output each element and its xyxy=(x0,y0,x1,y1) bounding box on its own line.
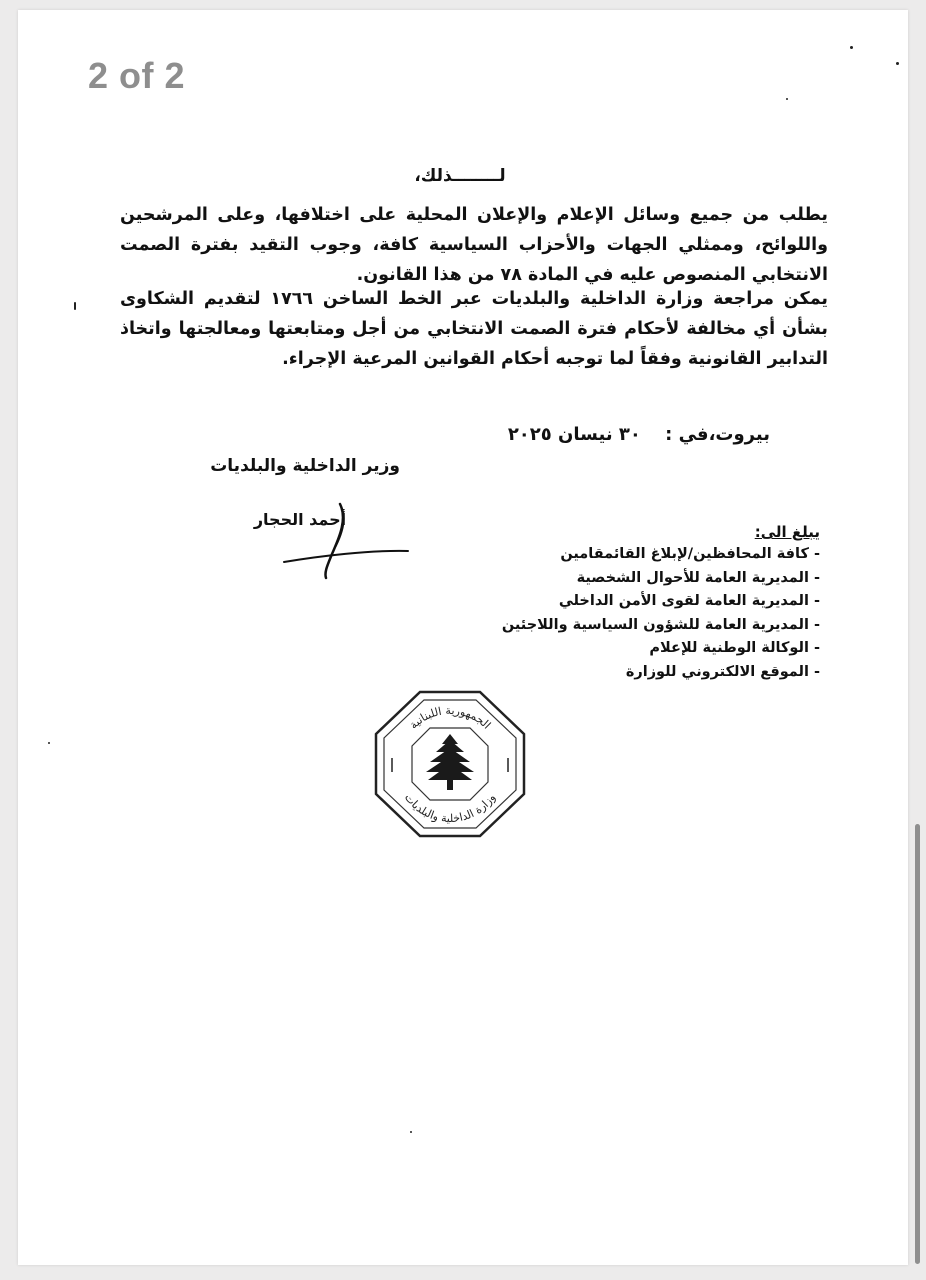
scan-speck xyxy=(786,98,788,100)
distribution-item: - كافة المحافظين/لإبلاغ القائمقامين xyxy=(560,546,820,562)
distribution-item: - الوكالة الوطنية للإعلام xyxy=(649,640,820,656)
place-and-date xyxy=(507,424,770,445)
signature-mark xyxy=(280,500,415,585)
distribution-item: - المديرية العامة للشؤون السياسية واللاجئين xyxy=(501,616,820,633)
ministry-seal xyxy=(372,688,528,840)
issue-date: ٣٠ نيسان ٢٠٢٥ xyxy=(507,424,641,445)
paragraph-hotline-notice: يمكن مراجعة وزارة الداخلية والبلديات عبر الخط الساخن ١٧٦٦ لتقديم الشكاوى بشأن أي مخالفة لأحكام فترة الصمت الانتخابي من أجل ومتابعتها ومعالجتها واتخاذ التدابير القانونية وفقاً لما توجبه أحكام القوانين المرعية الإجراء. xyxy=(120,289,828,369)
distribution-item: - المديرية العامة لقوى الأمن الداخلي xyxy=(558,593,820,609)
distribution-title: يبلغ الى: xyxy=(754,523,820,541)
minister-name: أحمد الحجار xyxy=(253,510,347,529)
distribution-item: - الموقع الالكتروني للوزارة xyxy=(625,663,820,680)
scan-speck xyxy=(850,46,853,49)
scan-speck xyxy=(410,1131,412,1133)
page-indicator: 2 of 2 xyxy=(88,55,186,96)
scan-speck xyxy=(48,742,50,744)
seal-bottom-text: وزارة الداخلية والبلديات xyxy=(401,791,498,826)
section-heading: لــــــــذلك، xyxy=(414,166,506,186)
cedar-icon xyxy=(426,734,474,790)
scan-speck xyxy=(74,302,76,310)
place-label: بيروت،في : xyxy=(665,424,770,445)
scan-speck xyxy=(896,62,899,65)
paragraph-media-notice: يطلب من جميع وسائل الإعلام والإعلان المحلية على اختلافها، وعلى المرشحين واللوائح، وممثلي الجهات والأحزاب السياسية كافة، وجوب التقيد بفترة الصمت الانتخابي المنصوص عليه في المادة ٧٨ من هذا القانون. xyxy=(120,205,828,285)
minister-title: وزير الداخلية والبلديات xyxy=(210,456,400,476)
vertical-scrollbar[interactable] xyxy=(915,824,920,1264)
seal-top-text: الجمهورية اللبنانية xyxy=(406,703,494,732)
distribution-item: - المديرية العامة للأحوال الشخصية xyxy=(576,569,820,586)
distribution-list xyxy=(500,543,820,684)
